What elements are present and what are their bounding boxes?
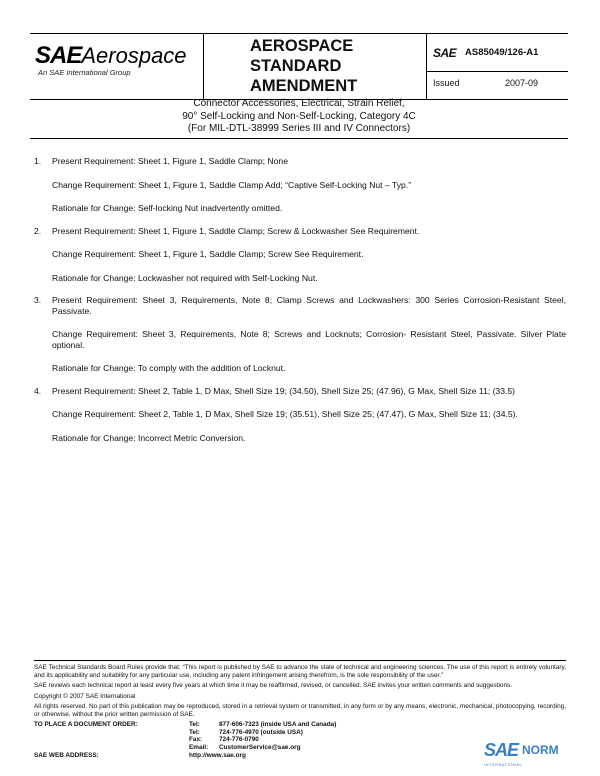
- contact-value: 877-606-7323 (inside USA and Canada): [219, 721, 337, 729]
- rights-notice: All rights reserved. No part of this publication may be reproduced, stored in a retrieval system or transmitted, in any form or by any means, electronic, mechanical, photocopying, recording, or otherwise, without the prior written permission of SAE.: [34, 702, 566, 719]
- change-requirement: Change Requirement: Sheet 1, Figure 1, Saddle Clamp; Screw See Requirement.: [52, 249, 364, 259]
- watermark-sae: SAE: [484, 740, 519, 760]
- amendment-item: [34, 386, 566, 444]
- subject-line: 90° Self-Locking and Non-Self-Locking, Category 4C: [182, 110, 416, 122]
- amendment-list: [34, 156, 566, 455]
- contact-value: 724-776-4970 (outside USA): [219, 728, 303, 736]
- contact-label: Email:: [189, 744, 209, 751]
- rationale: Rationale for Change: To comply with the addition of Locknut.: [52, 363, 286, 373]
- logo-tagline: An SAE International Group: [38, 68, 131, 77]
- watermark-norm: NORM: [522, 743, 559, 757]
- title-line: STANDARD: [250, 57, 342, 75]
- issued-label: Issued: [433, 78, 460, 88]
- rationale: Rationale for Change: Self-locking Nut inadvertently omitted.: [52, 203, 283, 213]
- item-number: 2.: [34, 225, 42, 236]
- title-cell: [204, 34, 427, 99]
- contact-value: 724-776-0790: [219, 736, 259, 744]
- document-subject: [30, 98, 568, 139]
- present-requirement: Present Requirement: Sheet 1, Figure 1, Saddle Clamp; None: [52, 156, 288, 166]
- contact-label: Fax:: [189, 736, 203, 744]
- logo-cell: [30, 34, 204, 99]
- web-address-link[interactable]: http://www.sae.org: [189, 751, 246, 759]
- item-number: 1.: [34, 156, 42, 166]
- order-label: TO PLACE A DOCUMENT ORDER:: [34, 721, 138, 729]
- document-number-row: [427, 34, 568, 72]
- amendment-item: [34, 226, 566, 284]
- web-label: SAE WEB ADDRESS:: [34, 751, 99, 759]
- issued-row: [427, 72, 568, 99]
- sae-mark: SAE: [433, 46, 457, 60]
- review-notice: SAE reviews each technical report at least every five years at which time it may be reaffirmed, revised, or cancelled. SAE invites your written comments and suggestions.: [34, 682, 512, 690]
- technical-board-rules: SAE Technical Standards Board Rules provide that: “This report is published by SAE to advance the state of technical and engineering sciences. The use of this report is entirely voluntary, and its applicability and suitability for any particular use, including any patent infringement arising therefrom, is the sole responsibility of the user.”: [34, 664, 566, 680]
- contact-label: Tel:: [189, 728, 200, 736]
- document-info-cell: [427, 34, 568, 99]
- present-requirement: Present Requirement: Sheet 3, Requirements, Note 8; Clamp Screws and Lockwashers: 300 Series Corrosion-Resistant Steel, Passivate.: [52, 295, 566, 316]
- watermark-small-text: INTERNATIONAL: [484, 762, 523, 767]
- change-requirement: Change Requirement: Sheet 2, Table 1, D Max, Shell Size 19; (35.51), Shell Size 25; (47.47), G Max, Shell Size 11; (34.5).: [52, 409, 518, 419]
- email-link[interactable]: CustomerService@sae.org: [219, 744, 301, 751]
- document-header: [30, 33, 568, 100]
- sae-aerospace-logo: [35, 42, 187, 70]
- rationale: Rationale for Change: Incorrect Metric Conversion.: [52, 432, 246, 443]
- subject-line: Connector Accessories, Electrical, Strain Relief,: [193, 98, 405, 109]
- document-type-title: [250, 36, 420, 96]
- change-requirement: Change Requirement: Sheet 1, Figure 1, Saddle Clamp Add; “Captive Self-Locking Nut – Typ.”: [52, 179, 412, 190]
- amendment-item: [34, 156, 566, 214]
- rationale: Rationale for Change: Lockwasher not required with Self-Locking Nut.: [52, 272, 318, 283]
- contact-label: Tel:: [189, 721, 200, 729]
- issued-date: 2007-09: [505, 78, 539, 88]
- order-row: [34, 721, 566, 729]
- item-number: 3.: [34, 295, 42, 305]
- title-line: AMENDMENT: [250, 77, 358, 95]
- logo-sae-text: SAE: [35, 42, 82, 69]
- present-requirement: Present Requirement: Sheet 2, Table 1, D Max, Shell Size 19; (34.50), Shell Size 25; (47.96), G Max, Shell Size 11; (33.5): [52, 385, 516, 396]
- title-line: AEROSPACE: [250, 37, 354, 55]
- document-number: AS85049/126-A1: [465, 47, 539, 58]
- present-requirement: Present Requirement: Sheet 1, Figure 1, Saddle Clamp; Screw & Lockwasher See Requirement.: [52, 225, 420, 236]
- amendment-item: [34, 295, 566, 374]
- logo-aerospace-text: Aerospace: [81, 43, 187, 68]
- subject-line: (For MIL-DTL-38999 Series III and IV Connectors): [187, 123, 411, 134]
- item-number: 4.: [34, 385, 42, 396]
- change-requirement: Change Requirement: Sheet 3, Requirements, Note 8; Screws and Locknuts; Corrosion- Resistant Steel, Passivate. Silver Plate optional.: [52, 329, 566, 350]
- order-row: [34, 729, 566, 737]
- sae-norm-watermark: [484, 740, 594, 770]
- copyright-notice: Copyright © 2007 SAE International: [34, 692, 136, 700]
